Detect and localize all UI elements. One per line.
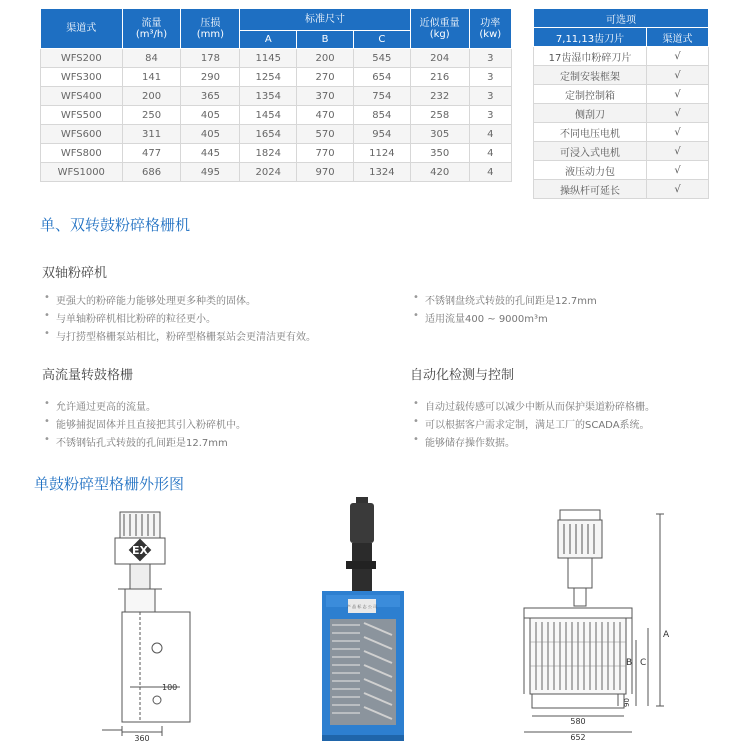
- option-name: 17齿湿巾粉碎刀片: [534, 47, 647, 66]
- spec-cell: WFS500: [41, 106, 123, 125]
- options-title: 可选项: [534, 9, 709, 28]
- options-table: [533, 8, 709, 199]
- spec-cell: 365: [181, 87, 240, 106]
- dual-shaft-title: 双轴粉碎机: [42, 266, 108, 281]
- spec-row: [41, 106, 512, 125]
- spec-cell: 200: [122, 87, 181, 106]
- dual-left-item: • 更强大的粉碎能力能够处理更多种类的固体。: [56, 292, 256, 307]
- options-col2: 渠道式: [647, 28, 709, 47]
- spec-cell: 754: [353, 87, 410, 106]
- th-channel: 渠道式: [41, 9, 123, 49]
- spec-cell: 350: [410, 144, 469, 163]
- option-name: 可浸入式电机: [534, 142, 647, 161]
- dual-left-item: • 与打捞型格栅泵站相比，粉碎型格栅泵站会更清洁更有效。: [56, 328, 316, 343]
- spec-cell: 4: [469, 144, 511, 163]
- spec-cell: WFS800: [41, 144, 123, 163]
- dual-right-item: • 适用流量400 ~ 9000m³m: [425, 310, 548, 325]
- spec-cell: 686: [122, 163, 181, 182]
- spec-cell: 3: [469, 87, 511, 106]
- spec-cell: 4: [469, 125, 511, 144]
- th-dims: 标准尺寸: [240, 9, 410, 31]
- ex-mark: EX: [132, 544, 148, 557]
- options-col1: 7,11,13齿刀片: [534, 28, 647, 47]
- drawing-title: 单鼓粉碎型格栅外形图: [34, 475, 185, 493]
- th-weight: 近似重量 (kg): [410, 9, 469, 49]
- automation-item: • 可以根据客户需求定制，满足工厂的SCADA系统。: [425, 416, 650, 431]
- spec-cell: 654: [353, 68, 410, 87]
- spec-cell: 1254: [240, 68, 297, 87]
- spec-cell: 216: [410, 68, 469, 87]
- high-flow-item: • 允许通过更高的流量。: [56, 398, 156, 413]
- spec-cell: 4: [469, 163, 511, 182]
- spec-cell: 854: [353, 106, 410, 125]
- spec-cell: 1354: [240, 87, 297, 106]
- option-name: 操纵杆可延长: [534, 180, 647, 199]
- spec-cell: 311: [122, 125, 181, 144]
- automation-title: 自动化检测与控制: [410, 368, 515, 383]
- spec-cell: 970: [297, 163, 354, 182]
- spec-row: [41, 144, 512, 163]
- spec-cell: WFS600: [41, 125, 123, 144]
- option-row: [534, 180, 709, 199]
- dim-c: C: [640, 658, 647, 668]
- option-row: [534, 142, 709, 161]
- spec-cell: 545: [353, 49, 410, 68]
- option-name: 不同电压电机: [534, 123, 647, 142]
- dual-left-item: • 与单轴粉碎机相比粉碎的粒径更小。: [56, 310, 216, 325]
- option-check: √: [647, 104, 709, 123]
- automation-item: • 能够储存操作数据。: [425, 434, 515, 449]
- option-row: [534, 66, 709, 85]
- option-check: √: [647, 66, 709, 85]
- dim-360: 360: [134, 734, 150, 743]
- spec-cell: 232: [410, 87, 469, 106]
- spec-cell: 405: [181, 125, 240, 144]
- automation-item: • 自动过载传感可以减少中断从而保护渠道粉碎格栅。: [425, 398, 655, 413]
- spec-cell: 405: [181, 106, 240, 125]
- spec-cell: 3: [469, 49, 511, 68]
- spec-cell: 495: [181, 163, 240, 182]
- th-flow: 流量 (m³/h): [122, 9, 181, 49]
- high-flow-item: • 不锈钢钻孔式转鼓的孔间距是12.7mm: [56, 434, 228, 449]
- option-name: 液压动力包: [534, 161, 647, 180]
- spec-table: [40, 8, 512, 182]
- spec-row: [41, 125, 512, 144]
- option-row: [534, 47, 709, 66]
- dual-right-item: • 不锈钢盘绕式转鼓的孔间距是12.7mm: [425, 292, 597, 307]
- th-dim-b: B: [297, 31, 354, 49]
- spec-cell: WFS300: [41, 68, 123, 87]
- option-row: [534, 104, 709, 123]
- dim-a: A: [663, 630, 670, 640]
- th-power: 功率 (kw): [469, 9, 511, 49]
- spec-cell: 141: [122, 68, 181, 87]
- high-flow-title: 高流量转鼓格栅: [42, 368, 134, 383]
- spec-cell: 178: [181, 49, 240, 68]
- spec-cell: WFS400: [41, 87, 123, 106]
- spec-cell: 1654: [240, 125, 297, 144]
- option-check: √: [647, 180, 709, 199]
- option-name: 定制控制箱: [534, 85, 647, 104]
- option-check: √: [647, 161, 709, 180]
- spec-row: [41, 87, 512, 106]
- dim-b: B: [626, 658, 633, 668]
- spec-cell: 2024: [240, 163, 297, 182]
- option-check: √: [647, 142, 709, 161]
- spec-cell: 477: [122, 144, 181, 163]
- spec-cell: 258: [410, 106, 469, 125]
- option-check: √: [647, 85, 709, 104]
- th-pressure: 压损 (mm): [181, 9, 240, 49]
- option-check: √: [647, 47, 709, 66]
- spec-cell: 1824: [240, 144, 297, 163]
- dim-90: 90: [623, 698, 631, 707]
- spec-cell: 3: [469, 106, 511, 125]
- spec-cell: 1454: [240, 106, 297, 125]
- spec-cell: 3: [469, 68, 511, 87]
- machine-photo: [300, 495, 420, 745]
- high-flow-item: • 能够捕捉固体并且直接把其引入粉碎机中。: [56, 416, 246, 431]
- option-row: [534, 123, 709, 142]
- spec-cell: 270: [297, 68, 354, 87]
- nameplate-text: 产 品 标 志 公 司: [346, 604, 378, 609]
- spec-cell: 445: [181, 144, 240, 163]
- th-dim-a: A: [240, 31, 297, 49]
- spec-row: [41, 49, 512, 68]
- th-dim-c: C: [353, 31, 410, 49]
- spec-cell: 200: [297, 49, 354, 68]
- spec-cell: 770: [297, 144, 354, 163]
- option-check: √: [647, 123, 709, 142]
- dim-580: 580: [570, 717, 586, 726]
- dim-100: 100: [162, 683, 178, 692]
- side-view-drawing: [100, 500, 230, 745]
- spec-cell: 1124: [353, 144, 410, 163]
- spec-cell: 204: [410, 49, 469, 68]
- spec-cell: 954: [353, 125, 410, 144]
- section-title: 单、双转鼓粉碎格栅机: [40, 216, 191, 234]
- spec-cell: 570: [297, 125, 354, 144]
- option-name: 侧刮刀: [534, 104, 647, 123]
- spec-cell: 370: [297, 87, 354, 106]
- spec-cell: 420: [410, 163, 469, 182]
- spec-row: [41, 163, 512, 182]
- spec-cell: 1324: [353, 163, 410, 182]
- spec-cell: 250: [122, 106, 181, 125]
- dim-652: 652: [570, 733, 586, 742]
- spec-cell: 305: [410, 125, 469, 144]
- spec-cell: 470: [297, 106, 354, 125]
- spec-cell: 84: [122, 49, 181, 68]
- front-view-drawing: [510, 500, 675, 745]
- option-row: [534, 85, 709, 104]
- spec-cell: 290: [181, 68, 240, 87]
- spec-cell: WFS1000: [41, 163, 123, 182]
- option-row: [534, 161, 709, 180]
- option-name: 定制安装框架: [534, 66, 647, 85]
- spec-cell: 1145: [240, 49, 297, 68]
- spec-cell: WFS200: [41, 49, 123, 68]
- spec-row: [41, 68, 512, 87]
